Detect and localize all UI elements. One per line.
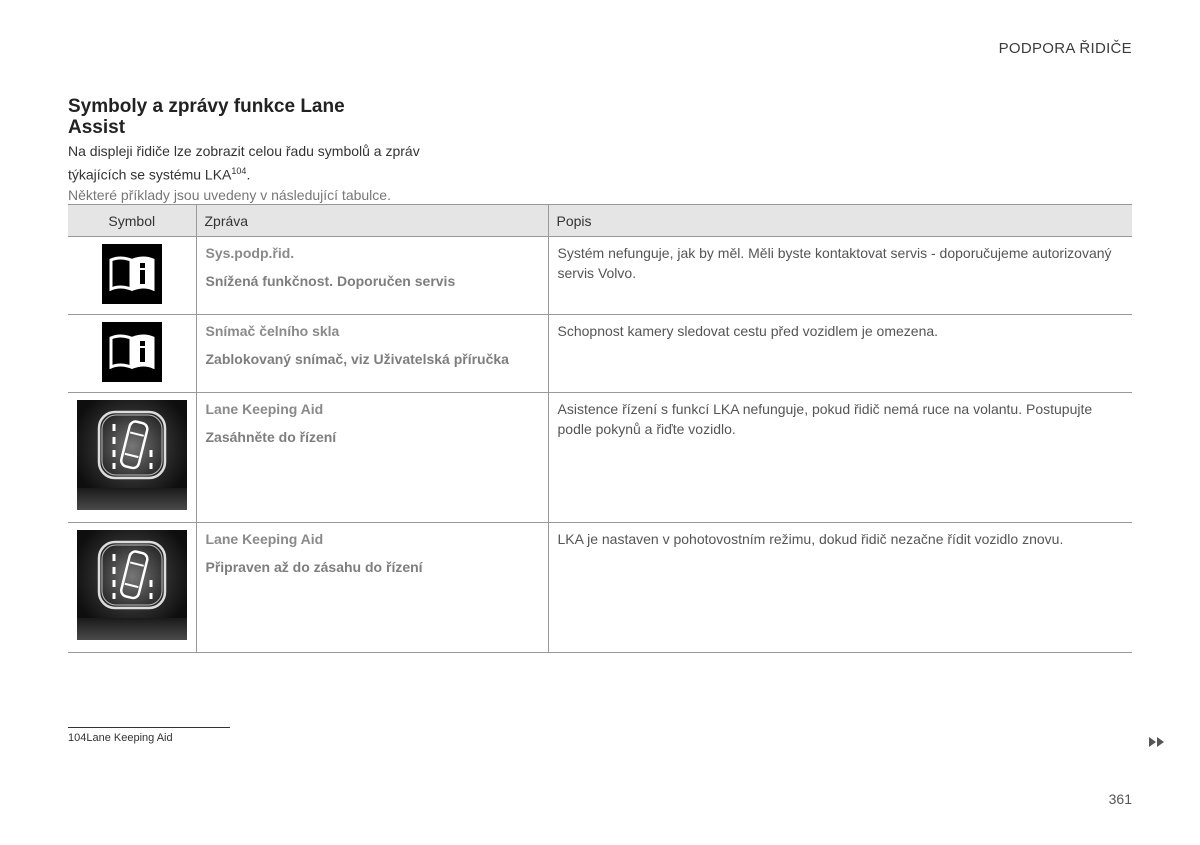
message-text: Zablokovaný snímač, viz Uživatelská příručka	[205, 351, 509, 367]
symbols-table	[68, 204, 1132, 653]
message-title: Snímač čelního skla	[205, 323, 340, 339]
symbol-cell	[68, 393, 196, 523]
message-title: Lane Keeping Aid	[205, 401, 324, 417]
footnote-divider	[68, 727, 230, 728]
table-row	[68, 393, 1132, 523]
intro-period: .	[246, 166, 251, 183]
table-row	[68, 315, 1132, 393]
manual-info-icon	[102, 322, 162, 382]
message-text: Zasáhněte do řízení	[205, 429, 337, 445]
message-title: Lane Keeping Aid	[205, 531, 324, 547]
manual-info-icon	[102, 244, 162, 304]
description-cell: Systém nefunguje, jak by měl. Měli byste kontaktovat servis - doporučujeme autorizovaný servis Volvo.	[548, 237, 1132, 315]
symbol-cell	[68, 523, 196, 653]
footnote-number: 104	[68, 732, 87, 744]
message-cell	[196, 315, 548, 393]
table-header-row	[68, 205, 1132, 237]
header-symbol: Symbol	[68, 205, 196, 237]
footnote-ref[interactable]: 104	[231, 166, 247, 176]
page-number: 361	[1108, 791, 1132, 807]
description-cell: Schopnost kamery sledovat cestu před vozidlem je omezena.	[548, 315, 1132, 393]
message-cell	[196, 237, 548, 315]
message-title: Sys.podp.řid.	[205, 245, 295, 261]
table-row	[68, 523, 1132, 653]
page-title: Symboly a zprávy funkce Lane Assist	[68, 96, 345, 138]
intro-text	[68, 141, 428, 205]
section-header: PODPORA ŘIDIČE	[998, 40, 1132, 57]
description-cell: LKA je nastaven v pohotovostním režimu, dokud řidič nezačne řídit vozidlo znovu.	[548, 523, 1132, 653]
table-row	[68, 237, 1132, 315]
message-cell	[196, 523, 548, 653]
lane-keeping-aid-icon	[77, 530, 187, 640]
intro-line-1: Na displeji řidiče lze zobrazit celou řadu symbolů a zpráv týkajících se systému LKA	[68, 143, 420, 183]
message-cell	[196, 393, 548, 523]
symbol-cell	[68, 237, 196, 315]
intro-line-2: Některé příklady jsou uvedeny v následující tabulce.	[68, 186, 391, 203]
header-message: Zpráva	[196, 205, 548, 237]
message-text: Snížená funkčnost. Doporučen servis	[205, 273, 456, 289]
description-cell: Asistence řízení s funkcí LKA nefunguje, pokud řidič nemá ruce na volantu. Postupujte podle pokynů a řiďte vozidlo.	[548, 393, 1132, 523]
footnote	[68, 732, 173, 744]
lane-keeping-aid-icon	[77, 400, 187, 510]
header-description: Popis	[548, 205, 1132, 237]
footnote-text: Lane Keeping Aid	[86, 732, 173, 744]
symbol-cell	[68, 315, 196, 393]
double-arrow-right-icon[interactable]	[1148, 736, 1166, 748]
message-text: Připraven až do zásahu do řízení	[205, 559, 423, 575]
